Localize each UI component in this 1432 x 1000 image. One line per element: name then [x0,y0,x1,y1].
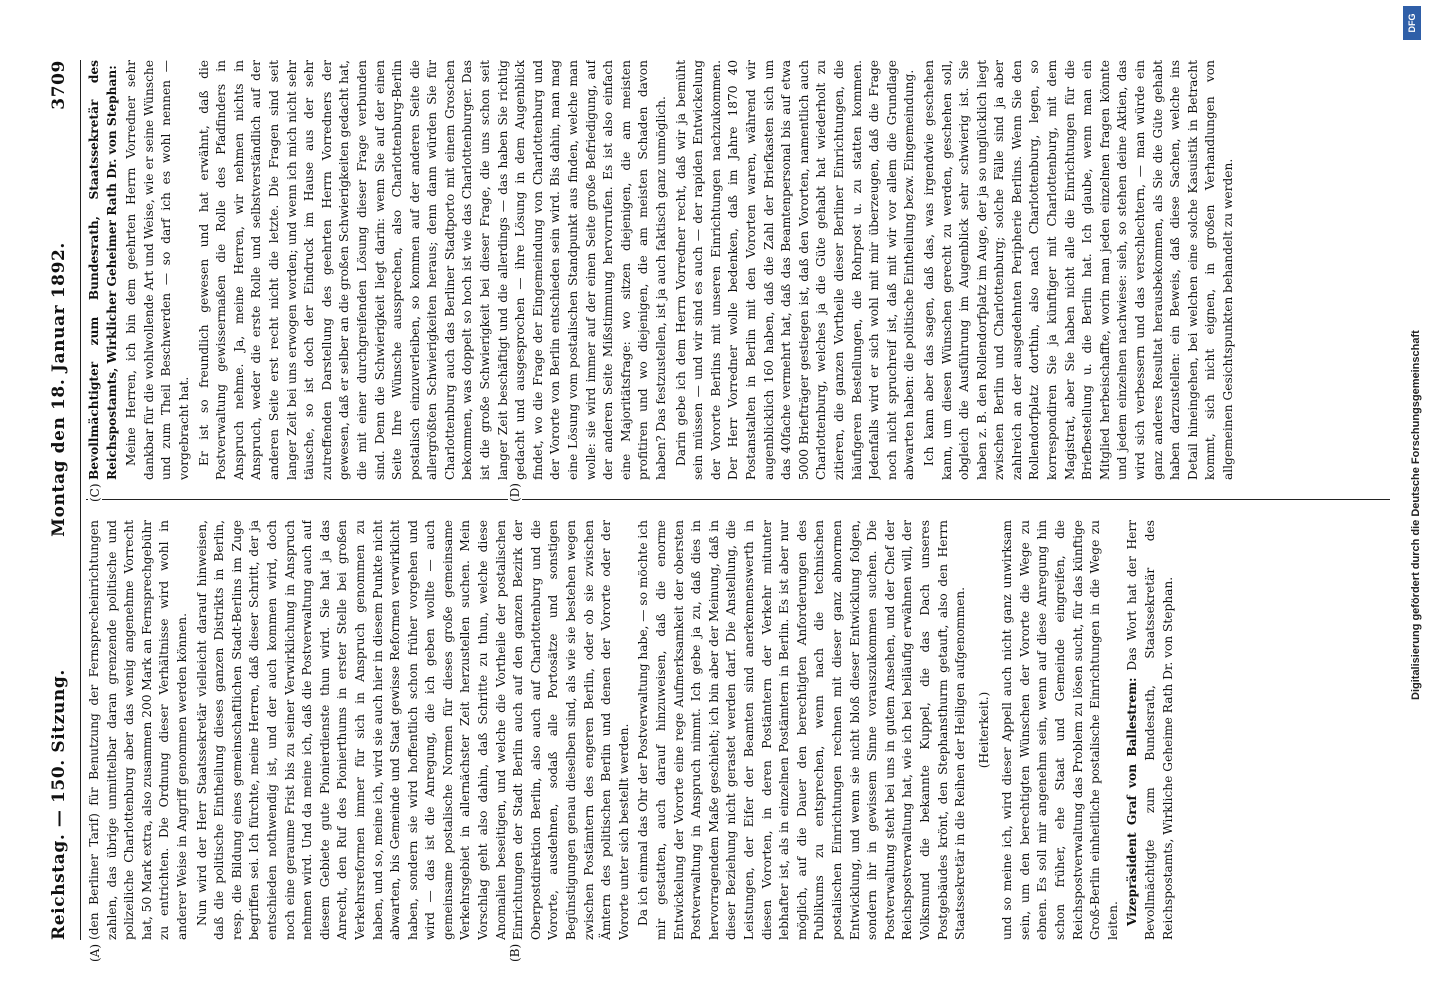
column-right-paragraph-3: Darin gebe ich dem Herrn Vorredner recht, daß wir ja bemüht sein müssen — und wir sind es auch — der rapiden Entwickelung der Vororte Berlins mit unseren Einrichtungen nachzukommen. Der Herr Vorredner wolle bedenken, daß im Jahre 1870 40 Postanstalten in Berlin mit den Vororten waren, während wir augenblicklich 160 haben, daß die Zahl der Briefkasten sich um das 40fache vermehrt hat, daß das Beamtenpersonal bis auf etwa 5000 Briefträger gestiegen ist, daß den Vororten, namentlich auch Charlottenburg, welches ja die Güte gehabt hat wiederholt zu zitieren, die ganzen Vortheile dieser Berliner Einrichtungen, die häufigeren Bestellungen, die Rohrpost u. zu statten kommen. Jedenfalls wird er sich wohl mit mir überzeugen, daß die Frage noch nicht spruchreif ist, daß mit wir vor allem die Grundlage abwarten haben: die politische Eintheilung bezw. Eingemeindung. [673,60,917,480]
page-area [40,40,1390,960]
column-left [86,520,1390,940]
credit-text: Digitalisierung gefördert durch die Deutsche Forschungsgemeinschaft [1410,330,1422,700]
header-page-number: 3709 [49,60,69,110]
column-right-paragraph-4: Ich kann aber das sagen, daß das, was irgendwie geschehen kann, um diesen Wünschen gerecht zu werden, geschehen soll, obgleich die Ausführung im Augenblick sehr schwierig ist. Sie haben z. B. den Rollendorfplatz im Auge, der ja so unglücklich liegt zwischen Berlin und Charlottenburg; solche Fälle sind ja aber zahlreich an der ausgedehnten Peripherie Berlins. Wenn Sie den Rollendorfplatz dorthin, also nach Charlottenburg, legen, so korrespondiren Sie ja künftiger mit Charlottenburg, mit dem Magistrat, aber Sie haben nicht alle die Einrichtungen für die Briefbestellung u. die Berlin hat. Ich glaube, wenn man ein Mitglied herbeischaffte, worin man jeden einzelnen fragen könnte und jedem einzelnen nachwiese: sieh, so stehen deine Aktien, das wird sich verbessern und das verschlechtern, — man würde ein ganz anderes Resultat herausbekommen, als Sie die Güte gehabt haben darzustellen: ein Beweis, daß diese Sachen, welche ins Detail hineingehen, bei welchen eine solche Kasuistik in Betracht kommt, sich nicht eignen, in großen Verhandlungen von allgemeinen Gesichtspunkten behandelt zu werden. [921,60,1235,480]
margin-marker-c: (C) [88,483,102,502]
column-divider [86,499,1390,500]
speaker-vice-president: Vizepräsident Graf von Ballestrem: [1125,677,1140,926]
page-header [40,60,78,940]
column-left-paragraph-3: Da ich einmal das Ohr der Postverwaltung habe, — so möchte ich mir gestatten, auch darauf hinzuweisen, daß die enorme Entwickelung der Vororte eine rege Aufmerksamkeit der obersten Postverwaltung in Anspruch nimmt. Ich gebe ja zu, daß dies in hervorragendem Maße geschieht; ich bin aber der Meinung, daß in dieser Beziehung nicht gerastet werden darf. Die Anstellung, die Leistungen, der Eifer der Beamten sind anerkennenswerth in diesen Vororten, in deren Postämtern der Verkehr mitunter lebhafter ist, als in einzelnen Postämtern in Berlin. Es ist aber nur möglich, auf die Dauer den berechtigten Anforderungen des Publikums zu entsprechen, wenn nach die technischen postalischen Einrichtungen rechnen mit dieser ganz abnormen Entwicklung, und wenn sie nicht bloß dieser Entwicklung folgen, sondern ihr in gewissem Sinne vorauszukommen suchen. Die Postverwaltung steht bei uns in gutem Ansehen, und der Chef der Reichspostverwaltung hat, wie ich bei beiläufig erwähnen will, der Volksmund die bekannte Kuppel, die das Dach unseres Postgebäudes krönt, den Stephansthurm getauft, also den Herrn Staatssekretär in die Reihen der Heiligen aufgenommen. [636,520,968,940]
dfg-logo-text: DFG [1407,13,1417,33]
laughter-note: (Heiterkeit.) [976,691,991,769]
digitization-credit [1400,0,1424,1000]
column-left-paragraph-5: Das Wort hat der Herr Bevollmächtigte zum Bundesrath, Staatssekretär des Reichspostamts, Wirkliche Geheime Rath Dr. von Stephan. [1125,520,1175,940]
column-left-paragraph-4: und so meine ich, wird dieser Appell auch nicht ganz unwirksam sein, um den berechtigten Wünschen der Vororte die Wege zu ebnen. Es soll mir angenehm sein, wenn auf diese Anregung hin schon früher, ehe Staat und Gemeinde eingreifen, die Reichspostverwaltung das Problem zu lösen sucht, für das künftige Groß-Berlin einheitliche postalische Einrichtungen in die Wege zu leiten. [1000,520,1120,940]
column-right [86,60,1390,480]
margin-marker-b: (B) [508,943,522,962]
margin-marker-a: (A) [88,943,102,962]
header-date: Montag den 18. Januar 1892. [49,242,69,537]
margin-marker-d: (D) [508,483,522,502]
column-left-paragraph-2: Nun wird der Herr Staatssekretär vielleicht darauf hinweisen, daß die politische Eintheilung dieses ganzen Distrikts in Berlin, resp. die Bildung eines gemeinschaftlichen Stadt-Berlins im Zuge begriffen sei. Ich fürchte, meine Herren, daß dieser Schritt, der ja entschieden nothwendig ist, und der auch kommen wird, doch noch eine geraume Frist bis zu seiner Verwirklichung in Anspruch nehmen wird. Und da meine ich, daß die Postverwaltung auch auf diesem Gebiete gute Pionierdienste thun wird. Sie hat ja das Anrecht, den Ruf des Pionierthums in erster Stelle bei großen Verkehrsreformen immer für sich in Anspruch genommen zu haben, und so, meine ich, wird sie auch hier in diesem Punkte nicht abwarten, bis Gemeinde und Staat gewisse Reformen verwirklicht haben, sondern sie wird hoffentlich schon früher vorgehen und wird — das ist die Anregung, die ich geben wollte — auch gemeinsame postalische Normen für dieses große gemeinsame Verkehrsgebiet in allernächster Zeit herzustellen suchen. Mein Vorschlag geht also dahin, daß Schritte zu thun, welche diese Anomalien beseitigen, und welche die Vortheile der postalischen Einrichtungen der Stadt Berlin auch auf den ganzen Bezirk der Oberpostdirektion Berlin, also auch auf Charlottenburg und die Vororte, ausdehnen, sodaß alle Portosätze und sonstigen Begünstigungen genau dieselben sind, als wie sie bestehen wegen zwischen Postämtern des engeren Berlin, oder ob sie zwischen Ämtern des politischen Berlin und denen der Vororte oder der Vororte unter sich bestellt werden. [194,520,631,940]
header-session: Reichstag. — 150. Sitzung. [49,669,69,940]
column-right-paragraph-2: Er ist so freundlich gewesen und hat erwähnt, daß die Postverwaltung gewissermaßen die Rolle des Pfadfinders in Anspruch nehme. Ja, meine Herren, wir nehmen nichts in Anspruch, weder die erste Rolle und selbstverständlich auf der anderen Seite erst recht nicht die letzte. Die Fragen sind seit langer Zeit bei uns erwogen worden; und wenn ich mich nicht sehr täusche, so ist doch der Eindruck im Hause aus der sehr zutreffenden Darstellung des geehrten Herrn Vorredners der gewesen, daß er selber an die großen Schwierigkeiten gedacht hat, die mit einer durchgreifenden Lösung dieser Frage verbunden sind. Denn die Schwierigkeit liegt darin: wenn Sie auf der einen Seite Ihre Wünsche aussprechen, also Charlottenburg-Berlin postalisch einzuverleiben, so kommen auf der anderen Seite die allergrößten Schwierigkeiten heraus; denn dann würden Sie für Charlottenburg auch das Berliner Stadtporto mit einem Groschen bekommen, was doppelt so hoch ist wie das Charlottenburger. Das ist die große Schwierigkeit bei dieser Frage, die uns schon seit langer Zeit beschäftigt und die allerdings — das haben Sie richtig gedacht und ausgesprochen — ihre Lösung in dem Augenblick findet, wo die Frage der Eingemeindung von Charlottenburg und der Vororte von Berlin entschieden sein wird. Bis dahin, man mag eine Lösung vom postalischen Standpunkt aus finden, welche man wolle: sie wird immer auf der einen Seite große Befriedigung, auf der anderen Seite Mißstimmung hervorrufen. Es ist also einfach eine Majoritätsfrage: wo sitzen diejenigen, die am meisten profitiren und wo diejenigen, die am meisten Schaden davon haben? Das festzustellen, ist ja auch faktisch ganz unmöglich. [196,60,668,480]
header-rule [80,60,81,940]
column-left-paragraph-1: (den Berliner Tarif) für Benutzung der Fernsprecheinrichtungen zahlen, das übrige unmittelbar daran grenzende politische und polizeiliche Charlottenburg aber das wenig angenehme Vorrecht hat, 50 Mark extra, also zusammen 200 Mark an Fernsprechgebühr zu entrichten. Die Ordnung dieser Verhältnisse wird wohl in anderer Weise in Angriff genommen werden können. [87,520,189,940]
rotated-sheet [40,40,1390,960]
column-right-paragraph-1: Meine Herren, ich bin dem geehrten Herrn Vorredner sehr dankbar für die wohlwollende Art und Weise, wie er seine Wünsche und zum Theil Beschwerden — so darf ich es wohl nennen — vorgebracht hat. [124,60,191,480]
speaker-stephan: Bevollmächtigter zum Bundesrath, Staatssekretär des Reichspostamts, Wirklicher Geheimer Rath Dr. von Stephan: [87,60,119,480]
